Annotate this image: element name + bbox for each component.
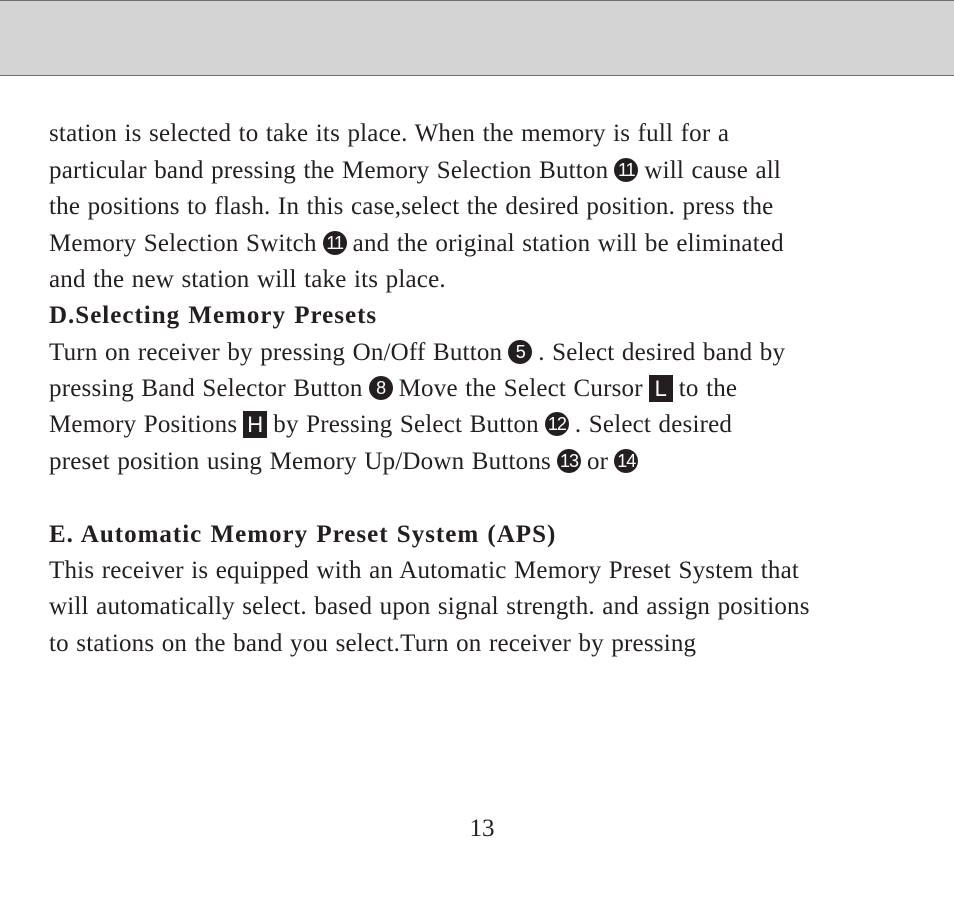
text-span: or	[586, 448, 609, 475]
memory-selection-switch-marker-icon: 11	[323, 231, 347, 255]
text-span: Memory Positions	[49, 411, 238, 438]
section-e-heading: E. Automatic Memory Preset System (APS)	[49, 521, 557, 548]
text-line	[49, 154, 781, 188]
on-off-button-marker-icon: 5	[508, 340, 532, 364]
text-span: Turn on receiver by pressing On/Off Button	[49, 339, 503, 366]
text-line	[49, 336, 785, 370]
text-line	[49, 445, 644, 479]
text-line	[49, 117, 729, 151]
text-span: station is selected to take its place. When the memory is full for a	[49, 120, 730, 147]
text-line	[49, 372, 737, 406]
text-span: will automatically select. based upon signal strength. and assign positions	[49, 593, 810, 620]
select-cursor-marker-icon: L	[649, 375, 673, 402]
text-span: by Pressing Select Button	[273, 411, 539, 438]
text-span: This receiver is equipped with an Automatic Memory Preset System that	[49, 557, 800, 584]
page-number: 13	[469, 815, 495, 842]
text-line	[49, 554, 799, 588]
memory-down-button-marker-icon: 14	[614, 449, 638, 473]
text-span: the positions to flash. In this case,select the desired position. press the	[49, 193, 774, 220]
text-span: particular band pressing the Memory Selection Button	[49, 157, 609, 184]
text-span: Memory Selection Switch	[49, 230, 317, 257]
text-span: Move the Select Cursor	[398, 375, 643, 402]
text-line	[49, 408, 732, 442]
text-span: pressing Band Selector Button	[49, 375, 363, 402]
text-span: will cause all	[644, 157, 782, 184]
text-line	[49, 190, 773, 224]
memory-selection-button-marker-icon: 11	[614, 158, 638, 182]
select-button-marker-icon: 12	[545, 412, 569, 436]
text-span: preset position using Memory Up/Down Buttons	[49, 448, 551, 475]
text-line	[49, 263, 446, 297]
memory-up-button-marker-icon: 13	[557, 449, 581, 473]
text-span: . Select desired band by	[538, 339, 786, 366]
text-span: and the new station will take its place.	[49, 266, 446, 293]
text-span: and the original station will be eliminated	[352, 230, 784, 257]
text-line	[49, 227, 784, 261]
section-d-heading: D.Selecting Memory Presets	[49, 302, 378, 329]
header-band	[0, 0, 954, 76]
text-span: . Select desired	[574, 411, 733, 438]
section-heading	[49, 299, 377, 333]
section-heading	[49, 518, 556, 552]
memory-positions-marker-icon: H	[243, 411, 267, 438]
text-span: to the	[678, 375, 738, 402]
band-selector-button-marker-icon: 8	[369, 376, 393, 400]
text-span: to stations on the band you select.Turn on receiver by pressing	[49, 630, 697, 657]
text-line	[49, 627, 696, 661]
text-line	[49, 590, 810, 624]
